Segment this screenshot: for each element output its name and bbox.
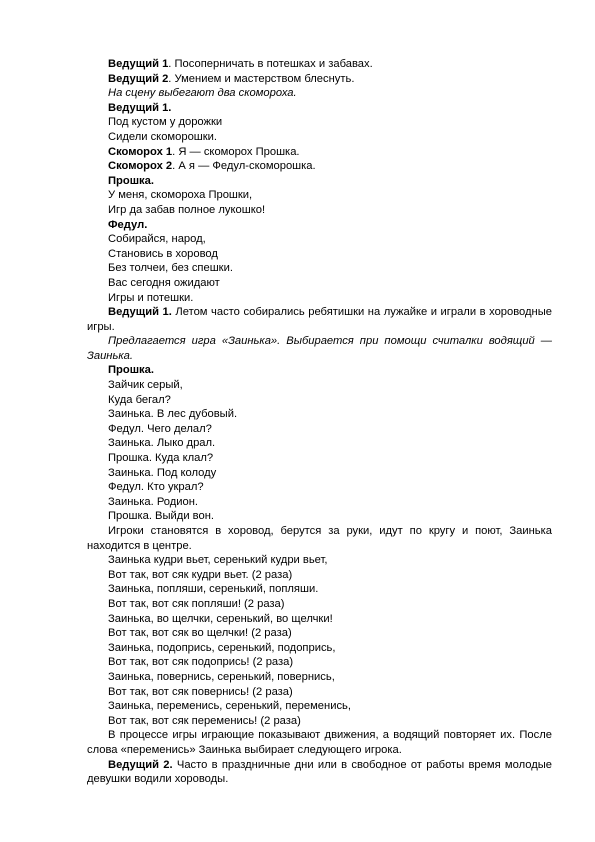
speaker-name: Скоморох 2 — [108, 160, 173, 173]
paragraph-text: Игроки становятся в хоровод, берутся за руки, идут по кругу и поют, Заинька находится в центре. — [87, 525, 552, 552]
text-line: Вот так, вот сяк подопрись! (2 раза) — [108, 656, 294, 669]
text-line: Заинька. Лыко драл. — [108, 437, 216, 450]
text-line: Заинька. Родион. — [108, 495, 199, 508]
text-line: Прошка. Выйди вон. — [108, 510, 215, 523]
speaker-name: Скоморох 1 — [108, 145, 173, 158]
text-line: Игр да забав полное лукошко! — [108, 203, 266, 216]
paragraph — [87, 728, 552, 757]
text-line: Под кустом у дорожки — [108, 116, 223, 129]
paragraph-text: В процессе игры играющие показывают движения, а водящий повторяет их. После слова «переменись» Заинька выбирает следующего игрока. — [87, 729, 552, 756]
dialogue-text: . Я — скоморох Прошка. — [172, 145, 300, 158]
text-line: Вот так, вот сяк повернись! (2 раза) — [108, 685, 293, 698]
text-line: Заинька, переменись, серенький, переменись, — [108, 700, 351, 713]
paragraph — [87, 305, 552, 334]
text-line: Зайчик серый, — [108, 379, 183, 392]
dialogue-line — [87, 159, 552, 174]
text-line: Куда бегал? — [108, 393, 171, 406]
stage-direction-paragraph: Предлагается игра «Заинька». Выбирается при помощи считалки водящий — Заинька. — [87, 335, 552, 362]
text-line: Становись в хоровод — [108, 247, 218, 260]
dialogue-text: . Умением и мастерством блеснуть. — [168, 72, 355, 85]
text-line: Сидели скоморошки. — [108, 130, 218, 143]
stage-direction: На сцену выбегают два скомороха. — [108, 87, 297, 100]
speaker-heading: Прошка. — [108, 174, 154, 187]
text-line: Без толчеи, без спешки. — [108, 262, 233, 275]
speaker-heading: Прошка. — [108, 364, 154, 377]
text-line: Заинька. В лес дубовый. — [108, 408, 238, 421]
text-line: Федул. Кто украл? — [108, 481, 204, 494]
speaker-name: Ведущий 2. — [108, 758, 173, 771]
paragraph — [87, 758, 552, 787]
text-line: Вот так, вот сяк переменись! (2 раза) — [108, 714, 301, 727]
dialogue-text: . Посоперничать в потешках и забавах. — [168, 58, 373, 70]
text-line: Вот так, вот сяк во щелчки! (2 раза) — [108, 627, 292, 640]
text-line: Вот так, вот сяк попляши! (2 раза) — [108, 597, 285, 610]
text-line: Заинька, попляши, серенький, попляши. — [108, 583, 319, 596]
text-line: Федул. Чего делал? — [108, 422, 212, 435]
text-line: Заинька, во щелчки, серенький, во щелчки! — [108, 612, 333, 625]
speaker-heading: Федул. — [108, 218, 148, 231]
speaker-heading: Ведущий 1. — [108, 101, 172, 114]
speaker-name: Ведущий 2 — [108, 72, 169, 85]
text-line: У меня, скомороха Прошки, — [108, 189, 253, 202]
text-line: Заинька. Под колоду — [108, 466, 217, 479]
text-line: Вас сегодня ожидают — [108, 276, 220, 289]
text-line: Заинька, повернись, серенький, повернись, — [108, 670, 335, 683]
text-line: Заинька кудри вьет, серенький кудри вьет, — [108, 554, 328, 567]
dialogue-line — [87, 57, 552, 72]
text-line: Игры и потешки. — [108, 291, 194, 304]
dialogue-line — [87, 72, 552, 87]
text-line: Заинька, подопрись, серенький, подопрись, — [108, 641, 336, 654]
dialogue-text: . А я — Федул-скоморошка. — [172, 160, 316, 173]
text-line: Прошка. Куда клал? — [108, 452, 214, 465]
speaker-name: Ведущий 1. — [108, 306, 172, 319]
speaker-name: Ведущий 1 — [108, 58, 169, 70]
paragraph-text: Летом часто собирались ребятишки на лужайке и играли в хороводные игры. — [87, 306, 552, 333]
document-page — [87, 57, 552, 787]
dialogue-line — [87, 145, 552, 160]
paragraph — [87, 524, 552, 553]
text-line: Вот так, вот сяк кудри вьет. (2 раза) — [108, 568, 293, 581]
paragraph-text: Часто в праздничные дни или в свободное от работы время молодые девушки водили хороводы. — [87, 758, 552, 786]
text-line: Собирайся, народ, — [108, 233, 206, 246]
